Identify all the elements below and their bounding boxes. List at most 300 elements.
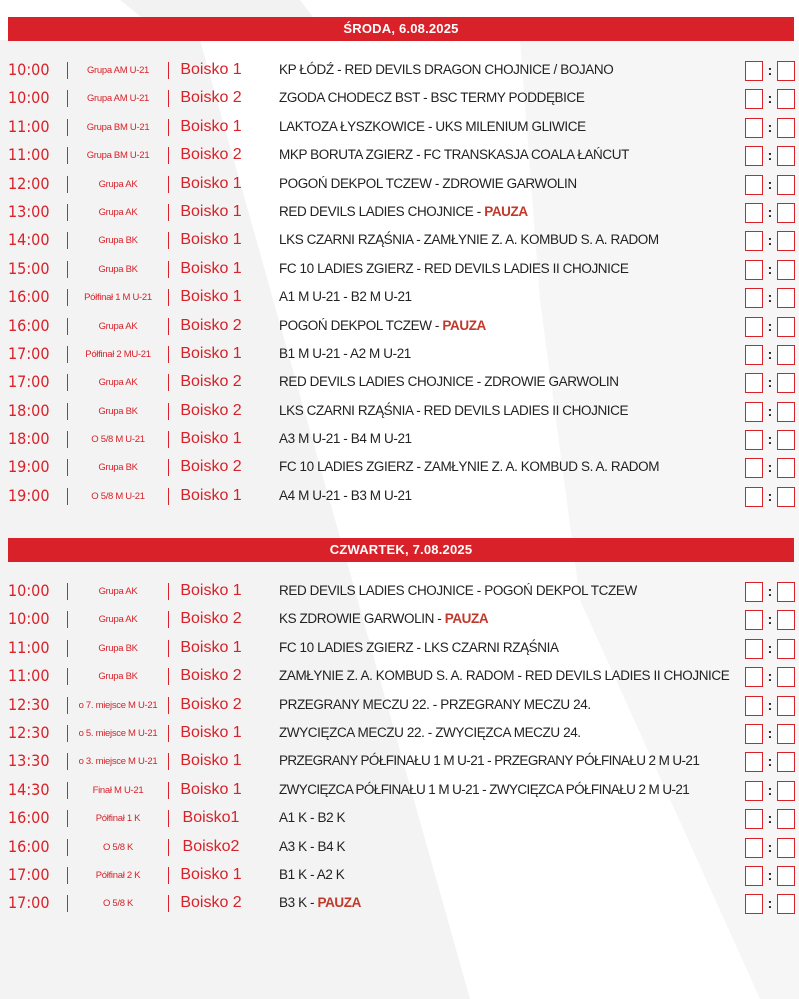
match-pitch: Boisko 1 <box>180 582 242 599</box>
match-separator: - <box>412 402 424 418</box>
match-separator: - <box>412 147 424 163</box>
match-teams <box>279 668 739 684</box>
match-teams <box>279 232 739 248</box>
schedule-list <box>0 56 799 510</box>
away-score-box[interactable] <box>777 610 795 630</box>
home-score-box[interactable] <box>745 345 763 365</box>
match-teams <box>279 90 739 106</box>
match-teams <box>279 289 739 305</box>
match-separator: - <box>306 838 318 854</box>
score-entry <box>745 118 795 138</box>
match-time: 17:00 <box>8 864 50 884</box>
match-group: Półfinał 2 K <box>95 869 141 881</box>
match-teams <box>279 611 739 627</box>
match-row <box>0 141 799 169</box>
match-row <box>0 804 799 832</box>
match-group: Finał M U-21 <box>92 784 144 796</box>
match-time: 14:30 <box>8 779 50 799</box>
away-team: ZWYCIĘZCA PÓŁFINAŁU 2 M U-21 <box>489 781 690 797</box>
match-row <box>0 776 799 804</box>
match-teams <box>279 810 739 826</box>
score-separator: : <box>767 895 773 912</box>
home-score-box[interactable] <box>745 894 763 914</box>
match-teams <box>279 176 739 192</box>
score-separator: : <box>767 696 773 713</box>
match-group: Grupa AK <box>98 320 138 332</box>
match-group: Grupa BK <box>98 235 138 247</box>
match-pitch: Boisko 1 <box>180 723 242 741</box>
match-pitch: Boisko2 <box>182 837 240 855</box>
match-pitch: Boisko 2 <box>180 667 242 685</box>
away-team: B2 K <box>317 810 346 826</box>
score-entry <box>745 402 795 422</box>
match-teams <box>279 895 739 911</box>
match-group: Grupa BK <box>98 671 138 683</box>
match-group: Grupa AK <box>98 586 138 597</box>
away-score-box[interactable] <box>777 696 795 716</box>
away-score-box[interactable] <box>777 724 795 744</box>
home-score-box[interactable] <box>745 639 763 659</box>
match-row <box>0 397 799 425</box>
score-entry <box>745 838 795 858</box>
match-separator: - <box>419 90 431 106</box>
away-score-box[interactable] <box>777 402 795 422</box>
match-teams <box>279 204 739 220</box>
home-score-box[interactable] <box>745 373 763 393</box>
match-separator: - <box>484 753 495 769</box>
match-time: 10:00 <box>8 88 50 108</box>
day-header: ŚRODA, 6.08.2025 <box>8 17 794 41</box>
away-team: B4 K <box>317 838 346 854</box>
score-separator: : <box>767 402 773 419</box>
away-team: FC TRANSKASJA COALA ŁAŃCUT <box>423 147 629 163</box>
home-score-box[interactable] <box>745 89 763 109</box>
match-time: 13:00 <box>8 201 50 221</box>
match-separator: - <box>431 317 443 333</box>
match-teams <box>279 346 739 362</box>
match-separator: - <box>339 345 350 361</box>
score-separator: : <box>767 724 773 741</box>
match-group: Grupa BM U-21 <box>86 150 150 162</box>
pauza-label: PAUZA <box>317 895 361 911</box>
match-row <box>0 84 799 112</box>
score-entry <box>745 894 795 914</box>
match-pitch: Boisko 2 <box>180 894 242 912</box>
away-team: ZDROWIE GARWOLIN <box>442 175 577 191</box>
match-teams <box>279 459 739 475</box>
away-score-box[interactable] <box>777 317 795 337</box>
score-entry <box>745 317 795 337</box>
match-separator: - <box>339 289 351 305</box>
match-teams <box>279 725 739 741</box>
day-header: CZWARTEK, 7.08.2025 <box>8 538 794 562</box>
score-separator: : <box>767 459 773 476</box>
match-pitch: Boisko 2 <box>180 89 242 107</box>
score-entry <box>745 667 795 687</box>
score-separator: : <box>767 753 773 770</box>
match-separator: - <box>514 668 525 684</box>
home-team: FC 10 LADIES ZGIERZ <box>279 639 414 655</box>
away-score-box[interactable] <box>777 838 795 858</box>
score-separator: : <box>767 487 773 504</box>
match-pitch: Boisko 1 <box>180 344 242 362</box>
away-score-box[interactable] <box>777 260 795 280</box>
match-row <box>0 691 799 719</box>
match-time: 12:00 <box>8 173 50 193</box>
match-time: 11:00 <box>8 666 50 686</box>
match-pitch: Boisko 1 <box>180 486 242 504</box>
match-row <box>0 833 799 861</box>
home-team: LAKTOZA ŁYSZKOWICE <box>279 118 425 134</box>
home-score-box[interactable] <box>745 260 763 280</box>
score-separator: : <box>767 203 773 220</box>
score-separator: : <box>767 374 773 391</box>
match-row <box>0 719 799 747</box>
score-entry <box>745 458 795 478</box>
match-separator: - <box>412 232 424 248</box>
away-score-box[interactable] <box>777 118 795 138</box>
home-score-box[interactable] <box>745 118 763 138</box>
match-separator: - <box>473 374 485 390</box>
match-time: 17:00 <box>8 893 50 913</box>
home-score-box[interactable] <box>745 458 763 478</box>
home-team: MKP BORUTA ZGIERZ <box>279 147 413 163</box>
home-score-box[interactable] <box>745 61 763 81</box>
away-score-box[interactable] <box>777 146 795 166</box>
match-group: Grupa AM U-21 <box>86 93 150 105</box>
match-separator: - <box>424 118 436 134</box>
match-time: 16:00 <box>8 287 50 307</box>
match-group: Grupa BM U-21 <box>86 121 150 133</box>
away-team: RED DEVILS LADIES II CHOJNICE <box>524 668 730 684</box>
away-team: B2 M U-21 <box>350 289 412 305</box>
score-separator: : <box>767 118 773 135</box>
match-separator: - <box>339 487 351 503</box>
away-score-box[interactable] <box>777 430 795 450</box>
match-separator: - <box>479 781 490 797</box>
score-entry <box>745 146 795 166</box>
match-pitch: Boisko 2 <box>180 373 242 391</box>
pauza-label: PAUZA <box>484 203 528 219</box>
match-teams <box>279 839 739 855</box>
home-score-box[interactable] <box>745 317 763 337</box>
away-score-box[interactable] <box>777 639 795 659</box>
match-pitch: Boisko 2 <box>180 316 242 334</box>
score-entry <box>745 752 795 772</box>
score-entry <box>745 203 795 223</box>
match-group: o 5. miejsce M U-21 <box>78 727 158 739</box>
match-separator: - <box>473 583 485 598</box>
home-score-box[interactable] <box>745 696 763 716</box>
home-score-box[interactable] <box>745 781 763 801</box>
score-separator: : <box>767 583 773 599</box>
away-score-box[interactable] <box>777 373 795 393</box>
score-entry <box>745 231 795 251</box>
away-team: RED DEVILS LADIES II CHOJNICE <box>423 402 629 418</box>
match-time: 19:00 <box>8 485 50 505</box>
home-team: ZGODA CHODECZ BST <box>279 90 420 106</box>
away-team: BSC TERMY PODDĘBICE <box>430 90 585 106</box>
match-row <box>0 453 799 481</box>
match-time: 12:30 <box>8 722 50 742</box>
score-separator: : <box>767 668 773 685</box>
match-time: 10:00 <box>8 60 50 79</box>
away-team: UKS MILENIUM GLIWICE <box>435 118 586 134</box>
home-team: RED DEVILS LADIES CHOJNICE <box>279 583 474 598</box>
home-team: LKS CZARNI RZĄŚNIA <box>279 232 413 248</box>
match-row <box>0 482 799 510</box>
match-teams <box>279 147 739 163</box>
score-entry <box>745 866 795 886</box>
match-separator: - <box>433 611 445 627</box>
home-team: B3 K <box>279 895 307 911</box>
match-group: Grupa BK <box>98 462 138 474</box>
away-score-box[interactable] <box>777 894 795 914</box>
score-separator: : <box>767 611 773 628</box>
match-group: Grupa AK <box>98 377 138 389</box>
home-team: RED DEVILS LADIES CHOJNICE <box>279 203 474 219</box>
away-score-box[interactable] <box>777 487 795 507</box>
home-score-box[interactable] <box>745 430 763 450</box>
match-pitch: Boisko 2 <box>180 401 242 419</box>
away-team: PRZEGRANY MECZU 24. <box>440 696 591 712</box>
score-separator: : <box>767 781 773 798</box>
match-separator: - <box>306 810 318 826</box>
match-pitch: Boisko 2 <box>180 610 242 628</box>
score-separator: : <box>767 838 773 855</box>
home-team: A3 M U-21 <box>279 431 340 447</box>
score-separator: : <box>767 147 773 164</box>
match-group: o 3. miejsce M U-21 <box>78 756 158 768</box>
match-pitch: Boisko 1 <box>180 259 242 277</box>
home-score-box[interactable] <box>745 487 763 507</box>
match-time: 17:00 <box>8 372 50 392</box>
away-team: ZDROWIE GARWOLIN <box>484 374 619 390</box>
match-group: Grupa AK <box>98 614 138 626</box>
home-team: POGOŃ DEKPOL TCZEW <box>279 175 432 191</box>
match-pitch: Boisko 1 <box>180 430 242 448</box>
match-pitch: Boisko 1 <box>180 638 242 656</box>
score-entry <box>745 639 795 659</box>
match-separator: - <box>306 866 317 882</box>
match-group: Półfinał 2 MU-21 <box>85 348 151 360</box>
away-score-box[interactable] <box>777 175 795 195</box>
match-teams <box>279 867 739 883</box>
score-separator: : <box>767 260 773 277</box>
home-score-box[interactable] <box>745 582 763 602</box>
match-time: 18:00 <box>8 429 50 449</box>
away-score-box[interactable] <box>777 809 795 829</box>
score-separator: : <box>767 90 773 107</box>
match-teams <box>279 583 739 599</box>
match-group: Grupa AK <box>98 206 138 218</box>
home-team: A4 M U-21 <box>279 487 340 503</box>
match-pitch: Boisko 1 <box>180 202 242 220</box>
home-score-box[interactable] <box>745 175 763 195</box>
home-team: RED DEVILS LADIES CHOJNICE <box>279 374 474 390</box>
home-score-box[interactable] <box>745 146 763 166</box>
home-team: A3 K <box>279 838 307 854</box>
home-score-box[interactable] <box>745 288 763 308</box>
match-separator: - <box>424 724 436 740</box>
match-separator: - <box>339 431 351 447</box>
match-separator: - <box>473 203 485 219</box>
score-entry <box>745 89 795 109</box>
away-score-box[interactable] <box>777 345 795 365</box>
home-team: KS ZDROWIE GARWOLIN <box>279 611 434 627</box>
match-pitch: Boisko 2 <box>180 695 242 713</box>
match-teams <box>279 488 739 504</box>
match-separator: - <box>413 260 424 276</box>
score-entry <box>745 61 795 81</box>
match-row <box>0 283 799 311</box>
match-time: 19:00 <box>8 457 50 477</box>
match-row <box>0 634 799 662</box>
match-row <box>0 56 799 84</box>
match-time: 10:00 <box>8 609 50 629</box>
score-entry <box>745 696 795 716</box>
score-entry <box>745 345 795 365</box>
match-group: o 7. miejsce M U-21 <box>78 699 158 711</box>
home-team: PRZEGRANY PÓŁFINAŁU 1 M U-21 <box>279 753 485 769</box>
home-score-box[interactable] <box>745 866 763 886</box>
home-team: KP ŁÓDŹ <box>279 62 334 77</box>
match-group: Grupa BK <box>98 263 138 275</box>
match-teams <box>279 261 739 277</box>
match-time: 17:00 <box>8 343 50 363</box>
match-separator: - <box>306 895 318 911</box>
home-score-box[interactable] <box>745 610 763 630</box>
match-teams <box>279 403 739 419</box>
match-separator: - <box>431 175 443 191</box>
away-score-box[interactable] <box>777 203 795 223</box>
match-time: 11:00 <box>8 116 50 136</box>
home-score-box[interactable] <box>745 724 763 744</box>
match-row <box>0 747 799 775</box>
pauza-label: PAUZA <box>444 611 489 627</box>
away-team: POGOŃ DEKPOL TCZEW <box>484 583 637 598</box>
home-team: POGOŃ DEKPOL TCZEW <box>279 317 432 333</box>
home-team: A1 K <box>279 810 307 826</box>
score-entry <box>745 809 795 829</box>
home-team: B1 M U-21 <box>279 345 340 361</box>
away-score-box[interactable] <box>777 781 795 801</box>
score-separator: : <box>767 639 773 656</box>
match-pitch: Boisko1 <box>182 809 240 827</box>
match-row <box>0 198 799 226</box>
away-score-box[interactable] <box>777 582 795 602</box>
match-pitch: Boisko 1 <box>180 865 242 883</box>
home-score-box[interactable] <box>745 667 763 687</box>
away-score-box[interactable] <box>777 288 795 308</box>
match-separator: - <box>413 459 424 475</box>
away-score-box[interactable] <box>777 61 795 81</box>
match-row <box>0 368 799 396</box>
away-score-box[interactable] <box>777 231 795 251</box>
match-time: 16:00 <box>8 808 50 828</box>
match-row <box>0 340 799 368</box>
match-pitch: Boisko 1 <box>180 780 242 798</box>
match-separator: - <box>413 639 424 655</box>
match-time: 14:00 <box>8 230 50 250</box>
away-team: B4 M U-21 <box>350 431 412 447</box>
match-group: Grupa BK <box>98 405 138 417</box>
match-row <box>0 577 799 605</box>
away-score-box[interactable] <box>777 752 795 772</box>
home-team: ZAMŁYNIE Z. A. KOMBUD S. A. RADOM <box>279 668 515 684</box>
away-team: B3 M U-21 <box>350 487 412 503</box>
home-team: LKS CZARNI RZĄŚNIA <box>279 402 413 418</box>
away-score-box[interactable] <box>777 667 795 687</box>
match-separator: - <box>333 62 345 77</box>
away-team: ZAMŁYNIE Z. A. KOMBUD S. A. RADOM <box>424 459 660 475</box>
home-score-box[interactable] <box>745 402 763 422</box>
match-time: 11:00 <box>8 145 50 165</box>
home-team: ZWYCIĘZCA PÓŁFINAŁU 1 M U-21 <box>279 781 479 797</box>
home-team: FC 10 LADIES ZGIERZ <box>279 260 414 276</box>
score-entry <box>745 430 795 450</box>
away-score-box[interactable] <box>777 866 795 886</box>
away-team: ZWYCIĘZCA MECZU 24. <box>435 724 581 740</box>
match-time: 13:30 <box>8 751 50 771</box>
away-score-box[interactable] <box>777 458 795 478</box>
match-teams <box>279 640 739 656</box>
score-separator: : <box>767 289 773 306</box>
away-team: RED DEVILS DRAGON CHOJNICE / BOJANO <box>344 62 614 77</box>
score-entry <box>745 487 795 507</box>
match-pitch: Boisko 1 <box>180 288 242 306</box>
match-time: 10:00 <box>8 581 50 600</box>
home-score-box[interactable] <box>745 752 763 772</box>
match-pitch: Boisko 1 <box>180 231 242 249</box>
match-time: 16:00 <box>8 315 50 335</box>
match-group: Półfinał 1 K <box>95 813 141 825</box>
home-score-box[interactable] <box>745 231 763 251</box>
match-teams <box>279 62 739 78</box>
match-time: 15:00 <box>8 258 50 278</box>
match-pitch: Boisko 1 <box>180 117 242 135</box>
match-row <box>0 889 799 917</box>
match-group: Grupa AK <box>98 178 138 190</box>
match-group: O 5/8 M U-21 <box>91 434 145 446</box>
match-pitch: Boisko 2 <box>180 458 242 476</box>
match-group: O 5/8 K <box>102 898 134 910</box>
match-group: O 5/8 M U-21 <box>91 490 145 502</box>
match-time: 12:30 <box>8 694 50 714</box>
score-entry <box>745 582 795 602</box>
away-score-box[interactable] <box>777 89 795 109</box>
score-separator: : <box>767 431 773 448</box>
match-time: 16:00 <box>8 836 50 856</box>
schedule-list <box>0 577 799 918</box>
away-team: A2 K <box>316 866 345 882</box>
home-score-box[interactable] <box>745 203 763 223</box>
score-entry <box>745 373 795 393</box>
match-group: Grupa AM U-21 <box>86 65 150 76</box>
match-teams <box>279 782 739 798</box>
match-teams <box>279 318 739 334</box>
away-team: A2 M U-21 <box>349 345 411 361</box>
match-group: Półfinał 1 M U-21 <box>84 292 152 304</box>
home-score-box[interactable] <box>745 809 763 829</box>
score-entry <box>745 610 795 630</box>
away-team: ZAMŁYNIE Z. A. KOMBUD S. A. RADOM <box>423 232 659 248</box>
match-row <box>0 312 799 340</box>
match-group: O 5/8 K <box>102 841 134 853</box>
home-team: ZWYCIĘZCA MECZU 22. <box>279 724 425 740</box>
match-pitch: Boisko 1 <box>180 61 242 78</box>
home-score-box[interactable] <box>745 838 763 858</box>
